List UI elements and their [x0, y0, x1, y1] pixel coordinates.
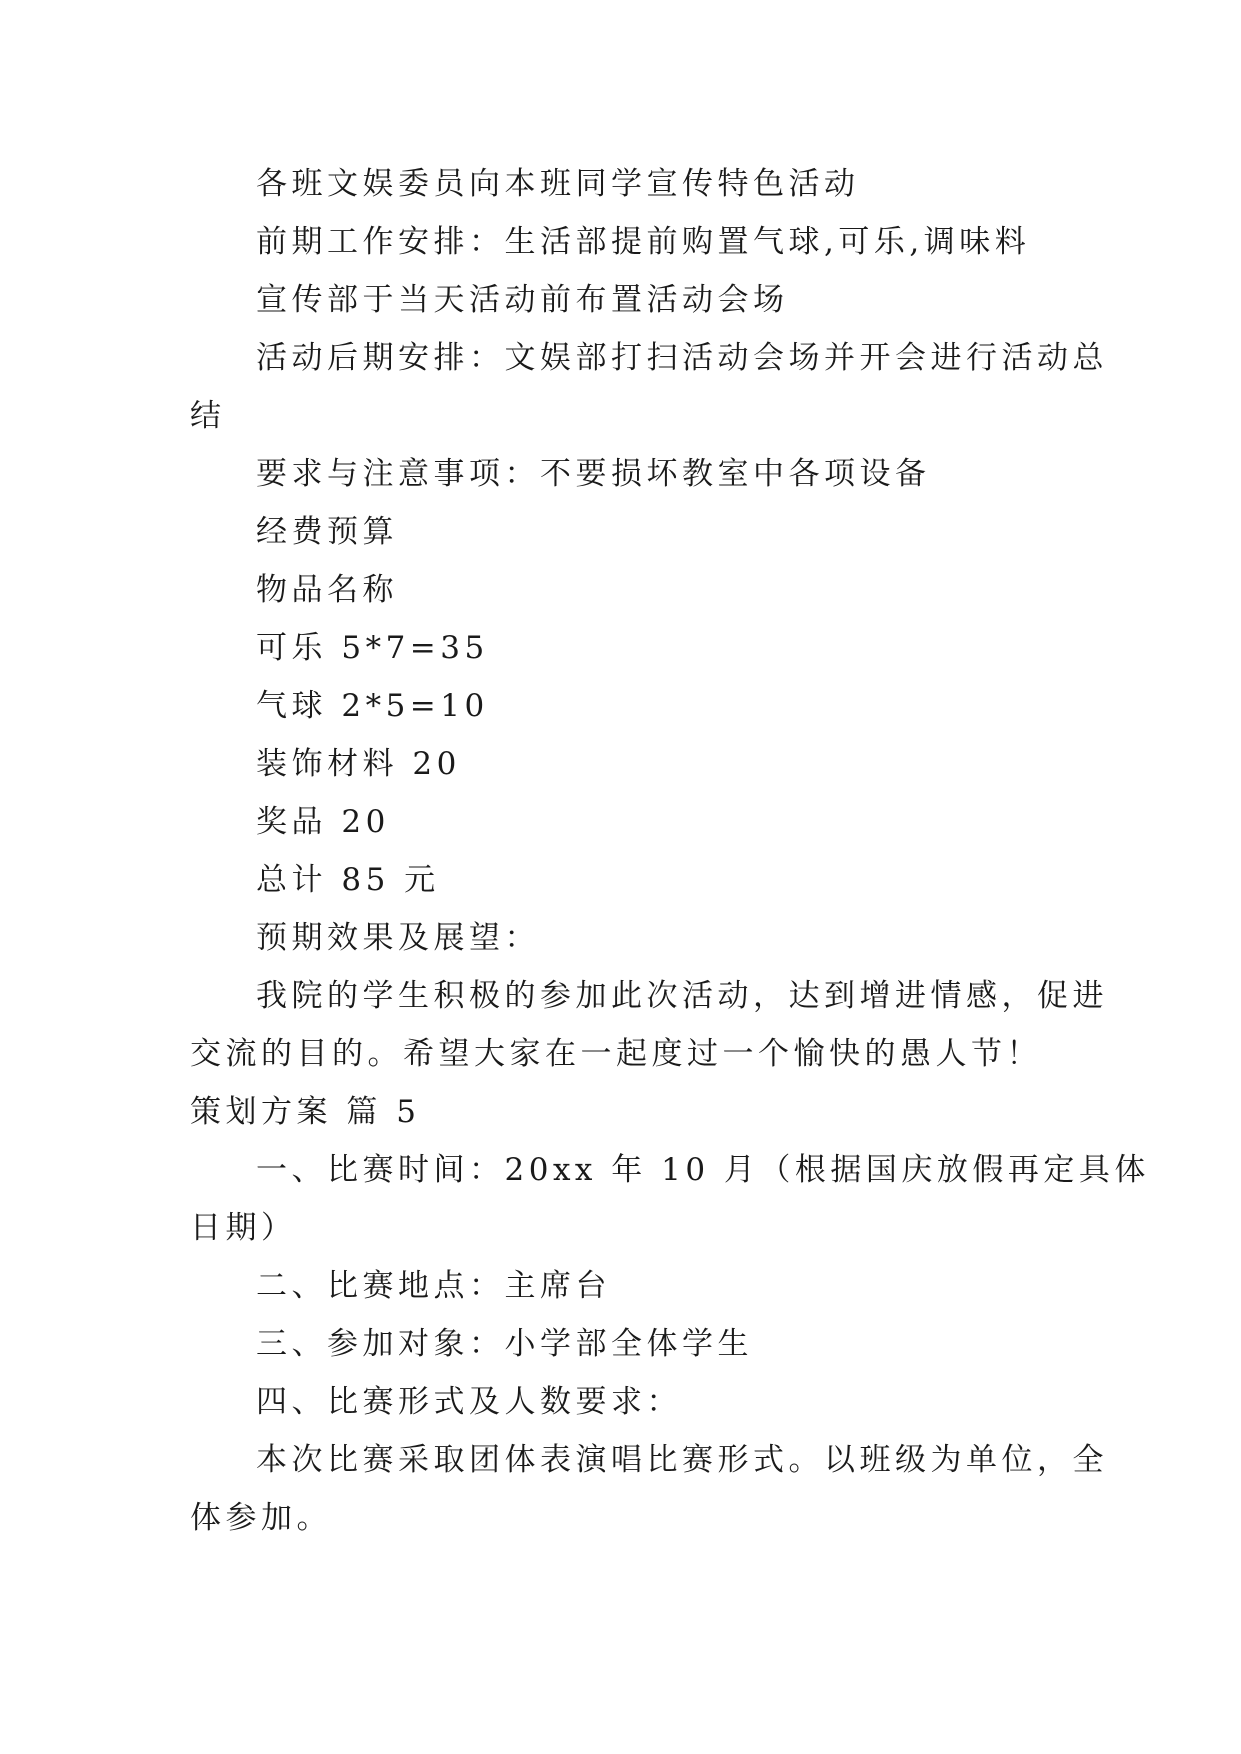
- paragraph-line: 四、比赛形式及人数要求：: [256, 1384, 682, 1420]
- paragraph-line: 预期效果及展望：: [256, 920, 540, 956]
- paragraph-line: 本次比赛采取团体表演唱比赛形式。以班级为单位，全: [256, 1442, 1108, 1478]
- paragraph-line: 我院的学生积极的参加此次活动，达到增进情感，促进: [256, 978, 1108, 1014]
- paragraph-line: 二、比赛地点：主席台: [256, 1268, 611, 1304]
- section-heading: 策划方案 篇 5: [190, 1094, 421, 1130]
- paragraph-line: 物品名称: [256, 572, 398, 608]
- budget-item-line: 装饰材料 20: [256, 746, 461, 782]
- paragraph-line: 日期）: [190, 1210, 297, 1246]
- paragraph-line: 一、比赛时间：20xx 年 10 月（根据国庆放假再定具体: [256, 1152, 1150, 1188]
- paragraph-line: 前期工作安排：生活部提前购置气球,可乐,调味料: [256, 224, 1031, 260]
- paragraph-line: 宣传部于当天活动前布置活动会场: [256, 282, 789, 318]
- budget-item-line: 可乐 5*7=35: [256, 630, 489, 666]
- paragraph-line: 要求与注意事项：不要损坏教室中各项设备: [256, 456, 931, 492]
- paragraph-line: 活动后期安排：文娱部打扫活动会场并开会进行活动总: [256, 340, 1108, 376]
- budget-item-line: 奖品 20: [256, 804, 390, 840]
- paragraph-line: 结: [190, 398, 226, 434]
- paragraph-line: 三、参加对象：小学部全体学生: [256, 1326, 753, 1362]
- paragraph-line: 体参加。: [190, 1500, 332, 1536]
- paragraph-line: 经费预算: [256, 514, 398, 550]
- paragraph-line: 各班文娱委员向本班同学宣传特色活动: [256, 166, 860, 202]
- budget-total-line: 总计 85 元: [256, 862, 440, 898]
- paragraph-line: 交流的目的。希望大家在一起度过一个愉快的愚人节！: [190, 1036, 1042, 1072]
- budget-item-line: 气球 2*5=10: [256, 688, 489, 724]
